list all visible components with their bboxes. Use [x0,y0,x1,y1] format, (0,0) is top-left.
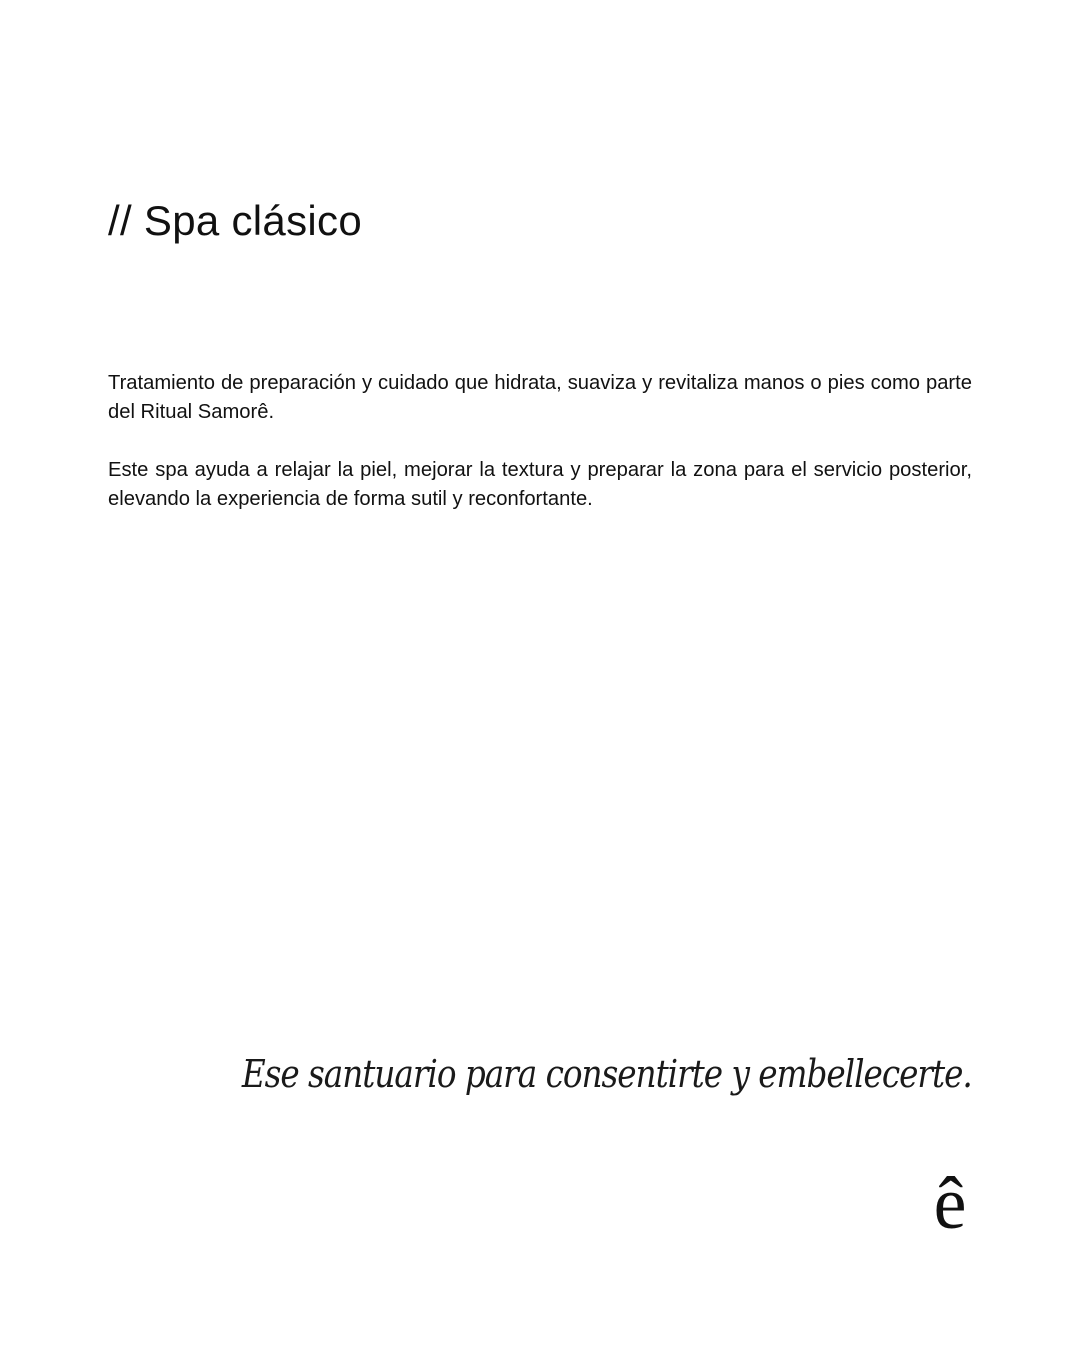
script-tagline: Ese santuario para consentirte y embellecerte. [242,1052,972,1096]
brand-logo-icon: ê [933,1163,967,1245]
description-paragraph-2: Este spa ayuda a relajar la piel, mejorar la textura y preparar la zona para el servicio posterior, elevando la experiencia de forma sutil y reconfortante. [108,459,972,510]
description [108,369,972,543]
page-title: // Spa clásico [108,197,362,244]
description-paragraph-1: Tratamiento de preparación y cuidado que hidrata, suaviza y revitaliza manos o pies como parte del Ritual Samorê. [108,372,972,423]
